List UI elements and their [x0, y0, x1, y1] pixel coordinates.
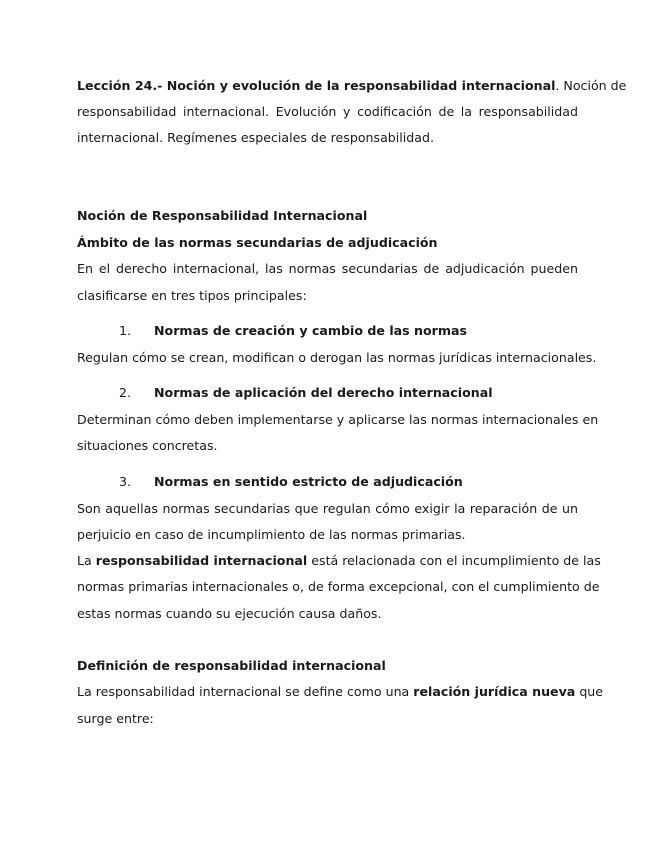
section-subheading: Ámbito de las normas secundarias de adjudicación [77, 235, 438, 250]
list-number: 3. [119, 474, 132, 489]
list-item-1 [77, 322, 578, 340]
list-number: 2. [119, 385, 132, 400]
section-heading: Noción de Responsabilidad Internacional [77, 208, 368, 223]
paragraph-line: clasificarse en tres tipos principales: [77, 288, 307, 303]
section-heading: Definición de responsabilidad internacional [77, 658, 386, 673]
list-number: 1. [119, 323, 132, 338]
para-bold-term: relación jurídica nueva [413, 684, 576, 699]
list-item-title: Normas de creación y cambio de las normas [154, 323, 467, 338]
para-pre: La [77, 553, 96, 568]
para-post: está relacionada con el incumplimiento de las [307, 553, 601, 568]
list-item-desc: Determinan cómo deben implementarse y aplicarse las normas internacionales en [77, 412, 599, 427]
intro-line-2: responsabilidad internacional. Evolución y codificación de la responsabilidad [77, 104, 578, 119]
paragraph-line: En el derecho internacional, las normas secundarias de adjudicación pueden [77, 261, 578, 276]
paragraph-line [77, 683, 604, 701]
paragraph-line: estas normas cuando su ejecución causa daños. [77, 606, 382, 621]
intro-line-3: internacional. Regímenes especiales de responsabilidad. [77, 130, 435, 145]
list-item-title: Normas en sentido estricto de adjudicación [154, 474, 463, 489]
document-page [77, 0, 627, 848]
list-item-title: Normas de aplicación del derecho internacional [154, 385, 493, 400]
para-pre: La responsabilidad internacional se define como una [77, 684, 414, 699]
paragraph-line: normas primarias internacionales o, de forma excepcional, con el cumplimiento de [77, 579, 600, 594]
para-bold-term: responsabilidad internacional [95, 553, 308, 568]
list-item-desc: Regulan cómo se crean, modifican o derogan las normas jurídicas internacionales. [77, 350, 597, 365]
list-item-desc: situaciones concretas. [77, 438, 218, 453]
list-item-desc: Son aquellas normas secundarias que regulan cómo exigir la reparación de un [77, 501, 578, 516]
list-item-2 [77, 384, 578, 402]
lesson-title: Lección 24.- Noción y evolución de la responsabilidad internacional [77, 78, 556, 93]
paragraph-line: surge entre: [77, 711, 154, 726]
list-item-3 [77, 473, 578, 491]
paragraph-line [77, 552, 601, 570]
list-item-desc: perjuicio en caso de incumplimiento de las normas primarias. [77, 527, 466, 542]
intro-line-1 [77, 77, 627, 95]
intro-line-1-rest: . Noción de [555, 78, 627, 93]
para-post: que [575, 684, 604, 699]
